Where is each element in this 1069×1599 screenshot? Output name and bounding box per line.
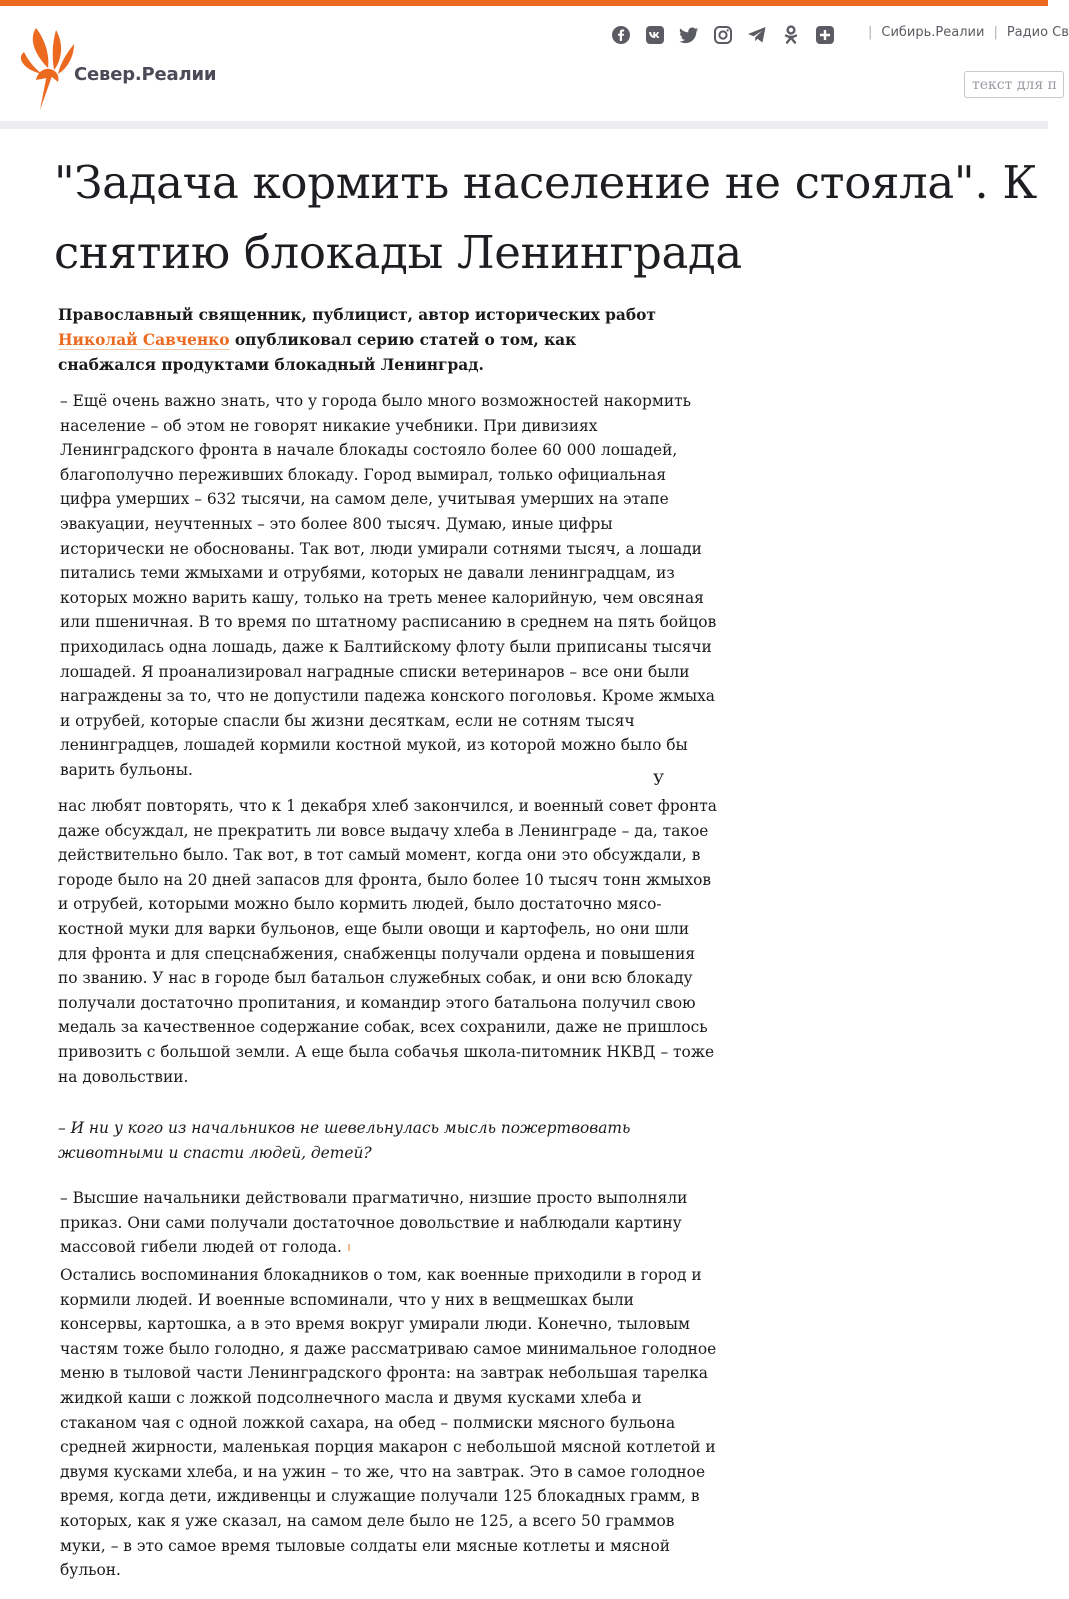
interview-question: – И ни у кого из начальников не шевельнулась мысль пожертвовать животными и спасти людей, детей? — [58, 1119, 631, 1162]
header-link-radio-svoboda[interactable]: Радио Св — [1006, 25, 1069, 40]
inline-mark — [348, 1244, 350, 1251]
article-lead-text-end: опубликовал серию статей о том, как снабжался продуктами блокадный Ленинград. — [58, 331, 577, 374]
twitter-icon[interactable] — [678, 24, 700, 46]
instagram-icon[interactable] — [712, 24, 734, 46]
header-link-sibir[interactable]: Сибирь.Реалии — [881, 25, 985, 40]
article-paragraph-text: – Высшие начальники действовали прагматично, низшие просто выполняли приказ. Они сами получали достаточное довольствие и наблюдали картину массовой гибели людей от голода. — [60, 1189, 688, 1257]
header-divider — [0, 121, 1048, 129]
plus-icon[interactable] — [814, 24, 836, 46]
site-header — [0, 6, 1069, 122]
site-logo[interactable] — [16, 22, 236, 114]
article-lead — [58, 303, 668, 378]
header-links-separator: | — [993, 25, 998, 40]
vk-icon[interactable] — [644, 24, 666, 46]
author-link[interactable]: Николай Савченко — [58, 331, 230, 349]
orphan-letter: У — [653, 771, 665, 789]
article-title: "Задача кормить население не стояла". К снятию блокады Ленинграда — [54, 156, 1037, 279]
header-links-separator: | — [868, 25, 873, 40]
torch-logo-icon — [16, 22, 74, 114]
article-paragraph: – Ещё очень важно знать, что у города было много возможностей накормить население – об этом не говорят никакие учебники. При дивизиях Ленинградского фронта в начале блокады состояло более 60 000 лошадей, благополучно переживших блокаду. Город вымирал, только официальная цифра умерших – 632 тысячи, на самом деле, учитывая умерших на этапе эвакуации, неучтенных – это более 800 тысяч. Думаю, иные цифры исторически не обоснованы. Так вот, люди умирали сотнями тысяч, а лошади питались теми жмыхами и отрубями, которых не давали ленинградцам, из которых можно варить кашу, только на треть менее калорийную, чем овсяная или пшеничная. В то время по штатному расписанию в среднем на пять бойцов приходилась одна лошадь, даже к Балтийскому флоту были приписаны тысячи лошадей. Я проанализировал наградные списки ветеринаров – все они были награждены за то, что не допустили падежа конского поголовья. Кроме жмыха и отрубей, которые спасли бы жизни десяткам, если не сотням тысяч ленинградцев, лошадей кормили костной мукой, из которой можно было бы варить бульоны. — [60, 392, 717, 779]
telegram-icon[interactable] — [746, 24, 768, 46]
article-lead-text: Православный священник, публицист, автор исторических работ — [58, 306, 656, 324]
site-logo-text: Север.Реалии — [74, 64, 217, 85]
facebook-icon[interactable] — [610, 24, 632, 46]
social-links — [610, 23, 848, 47]
article-paragraph: нас любят повторять, что к 1 декабря хлеб закончился, и военный совет фронта даже обсуждал, не прекратить ли вовсе выдачу хлеба в Ленинграде – да, такое действительно было. Так вот, в тот самый момент, когда они это обсуждали, в городе было на 20 дней запасов для фронта, было более 10 тысяч тонн жмыхов и отрубей, которыми можно было кормить людей, было достаточно мясо-костной муки для варки бульонов, еще были овощи и картофель, но они шли для фронта и для спецснабжения, снабженцы получали ордена и повышения по званию. У нас в городе был батальон служебных собак, и они всю блокаду получали достаточно пропитания, и командир этого батальона получил свою медаль за качественное содержание собак, всех сохранили, даже не пришлось привозить с большой земли. А еще была собачья школа-питомник НКВД – тоже на довольствии. — [58, 797, 717, 1086]
header-site-links — [859, 25, 1069, 40]
search-input[interactable] — [964, 71, 1064, 98]
article-paragraph: Остались воспоминания блокадников о том, как военные приходили в город и кормили людей. И военные вспоминали, что у них в вещмешках были консервы, картошка, а в это время вокруг умирали люди. Конечно, тыловым частям тоже было голодно, я даже рассматриваю самое минимальное голодное меню в тыловой части Ленинградского фронта: на завтрак небольшая тарелка жидкой каши с ложкой подсолнечного масла и двумя кусками хлеба и стаканом чая с одной ложкой сахара, на обед – полмиски мясного бульона средней жирности, маленькая порция макарон с небольшой мясной котлетой и двумя кусками хлеба, и на ужин – то же, что на завтрак. Это в самое голодное время, когда дети, иждивенцы и служащие получали 125 блокадных грамм, в которых, как я уже сказал, на самом деле было не 125, а всего 50 граммов муки, – в это самое время тыловые солдаты ели мясные котлеты и мясной бульон. — [60, 1266, 717, 1580]
odnoklassniki-icon[interactable] — [780, 24, 802, 46]
article-paragraph — [60, 1186, 720, 1260]
